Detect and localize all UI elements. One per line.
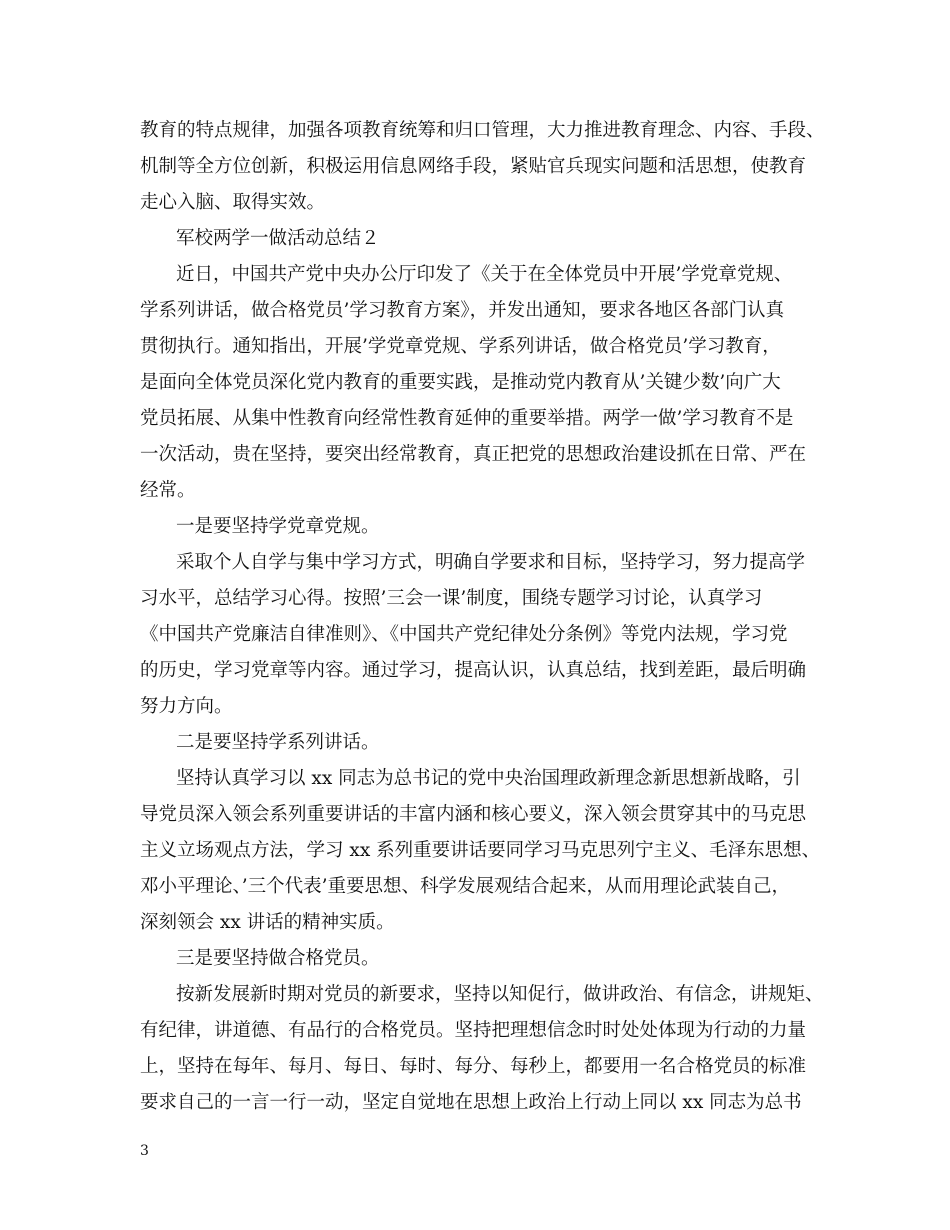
text-line: 学系列讲话，做合格党员’学习教育方案》，并发出通知，要求各地区各部门认真 (140, 300, 785, 321)
text-line: 邓小平理论、’三个代表’重要思想、科学发展观结合起来，从而用理论武装自己， (140, 876, 791, 897)
text-line: 深刻领会 xx 讲话的精神实质。 (140, 912, 395, 933)
text-line: 习水平，总结学习心得。按照’三会一课’制度，围绕专题学习讨论，认真学习 (140, 588, 763, 609)
subheading: 一是要坚持学党章党规。 (176, 516, 380, 537)
text-line: 教育的特点规律，加强各项教育统筹和归口管理，大力推进教育理念、内容、手段、 (140, 120, 825, 141)
text-line: 党员拓展、从集中性教育向经常性教育延伸的重要举措。两学一做’学习教育不是 (140, 408, 794, 429)
text-line: 努力方向。 (140, 696, 233, 717)
subheading: 三是要坚持做合格党员。 (176, 948, 380, 969)
text-line: 有纪律，讲道德、有品行的合格党员。坚持把理想信念时时处处体现为行动的力量 (140, 1020, 807, 1041)
text-line: 上，坚持在每年、每月、每日、每时、每分、每秒上，都要用一名合格党员的标准 (140, 1056, 807, 1077)
section-heading: 军校两学一做活动总结２ (176, 228, 380, 249)
subheading: 二是要坚持学系列讲话。 (176, 732, 380, 753)
text-line: 经常。 (140, 480, 196, 501)
text-line: 走心入脑、取得实效。 (140, 192, 326, 213)
text-line: 的历史，学习党章等内容。通过学习，提高认识，认真总结，找到差距，最后明确 (140, 660, 807, 681)
text-line: 坚持认真学习以 xx 同志为总书记的党中央治国理政新理念新思想新战略，引 (176, 768, 801, 789)
text-line: 按新发展新时期对党员的新要求，坚持以知促行，做讲政治、有信念，讲规矩、 (176, 984, 824, 1005)
text-line: 是面向全体党员深化党内教育的重要实践，是推动党内教育从’关键少数’向广大 (140, 372, 781, 393)
text-line: 采取个人自学与集中学习方式，明确自学要求和目标，坚持学习，努力提高学 (176, 552, 806, 573)
text-line: 一次活动，贵在坚持，要突出经常教育，真正把党的思想政治建设抓在日常、严在 (140, 444, 807, 465)
page-number: 3 (140, 1143, 149, 1159)
text-line: 要求自己的一言一行一动，坚定自觉地在思想上政治上行动上同以 xx 同志为总书 (140, 1092, 802, 1113)
text-line: 近日，中国共产党中央办公厅印发了《关于在全体党员中开展’学党章党规、 (176, 264, 793, 285)
text-line: 贯彻执行。通知指出，开展’学党章党规、学系列讲话，做合格党员’学习教育， (140, 336, 781, 357)
text-line: 主义立场观点方法，学习 xx 系列重要讲话要同学习马克思列宁主义、毛泽东思想、 (140, 840, 821, 861)
text-line: 导党员深入领会系列重要讲话的丰富内涵和核心要义，深入领会贯穿其中的马克思 (140, 804, 807, 825)
text-line: 机制等全方位创新，积极运用信息网络手段，紧贴官兵现实问题和活思想，使教育 (140, 156, 807, 177)
text-line: 《中国共产党廉洁自律准则》、《中国共产党纪律处分条例》等党内法规，学习党 (140, 624, 788, 645)
